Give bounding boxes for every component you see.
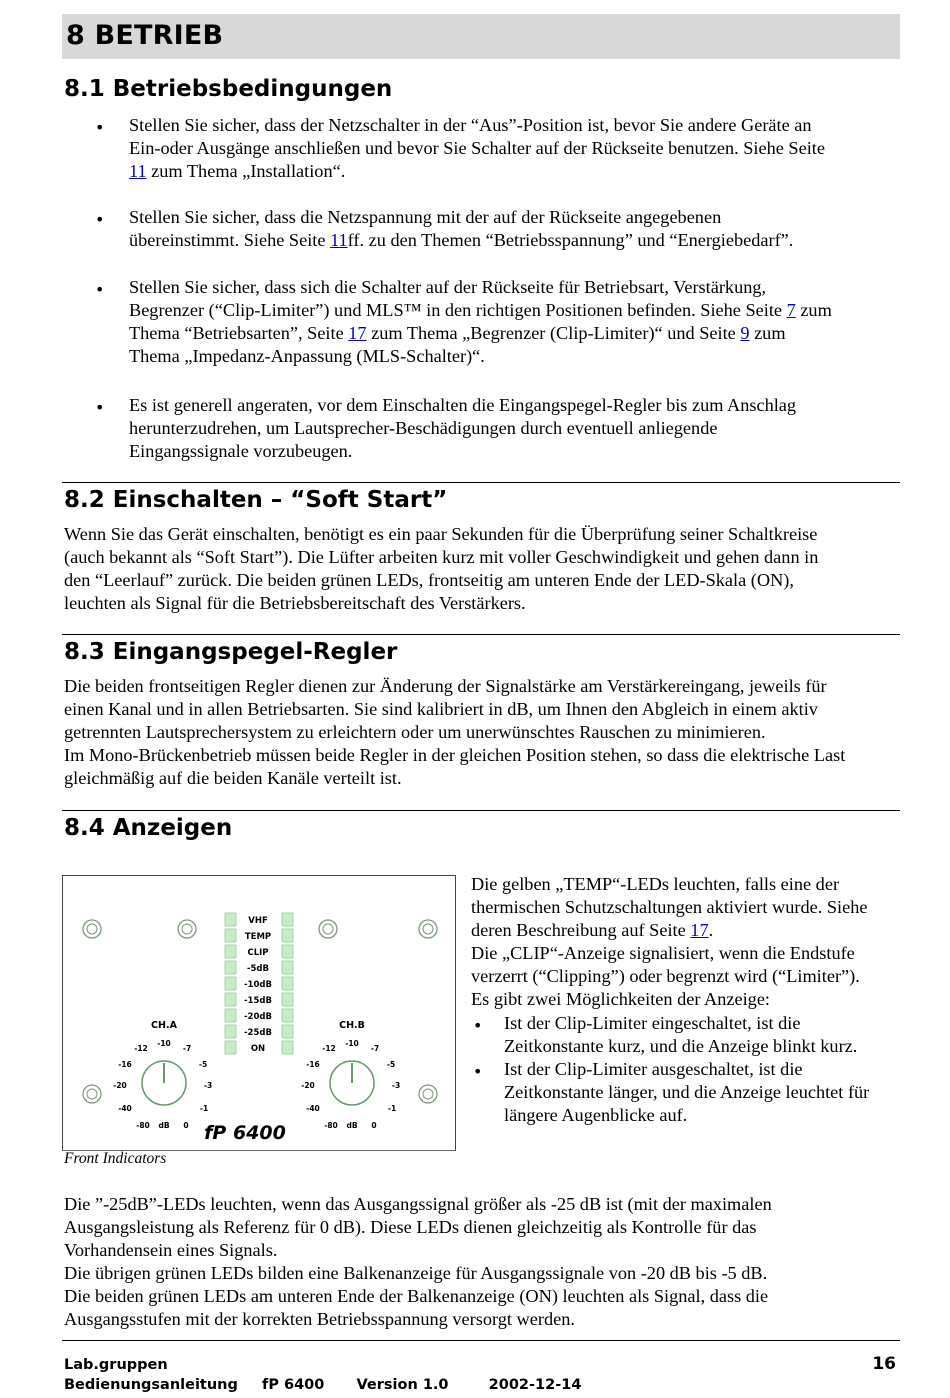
bullet-icon: •: [95, 118, 105, 137]
led-label: -25dB: [244, 1028, 272, 1038]
channel-b-label: CH.B: [339, 1020, 365, 1031]
led-label: VHF: [248, 916, 268, 926]
dial-label: -1: [199, 1104, 209, 1113]
section-divider: [62, 810, 900, 811]
bullet-icon: •: [95, 210, 105, 229]
dial-label: -12: [134, 1044, 148, 1053]
led-cell: [225, 1009, 236, 1022]
dial-label: -20: [113, 1081, 127, 1090]
led-cell: [225, 913, 236, 926]
section-paragraph: Die beiden frontseitigen Regler dienen zur Änderung der Signalstärke am Verstärkereingang, jeweils für einen Kanal und in allen Betriebsarten. Sie sind kalibriert in dB, um Ihnen den Abgleich in einem aktiv getrennten Lautsprechersystem zu erleichtern oder um unerwünschtes Rauschen zu minimieren. Im Mono-Brückenbetrieb müssen beide Regler in der gleichen Position stehen, so dass die elektrische Last gleichmäßig auf die beiden Kanäle verteilt ist.: [64, 676, 846, 788]
led-cell: [225, 945, 236, 958]
dial-label: -7: [370, 1044, 380, 1053]
bullet-item: Es ist generell angeraten, vor dem Einschalten die Eingangspegel-Regler bis zum Anschlag herunterzudrehen, um Lautsprecher-Beschädigungen durch eventuell anliegende Eingangssignale vorzubeugen.: [129, 395, 797, 461]
led-cell: [282, 993, 293, 1006]
led-cell: [225, 929, 236, 942]
page-link[interactable]: 11: [129, 161, 147, 181]
footer-docinfo: Bedienungsanleitung fP 6400 Version 1.0 2002-12-14: [64, 1377, 582, 1393]
dial-label: dB: [346, 1121, 358, 1130]
page-link[interactable]: 7: [786, 300, 796, 320]
led-label: CLIP: [247, 948, 269, 958]
section-heading-8-3: 8.3 Eingangspegel-Regler: [64, 639, 398, 665]
bullet-item: Ist der Clip-Limiter ausgeschaltet, ist die Zeitkonstante länger, und die Anzeige leuchtet für längere Augenblicke auf.: [504, 1059, 870, 1125]
page-link[interactable]: 9: [740, 323, 750, 343]
section-heading-8-1: 8.1 Betriebsbedingungen: [64, 76, 393, 102]
section-heading-8-4: 8.4 Anzeigen: [64, 815, 233, 841]
knob-channel-a: [142, 1061, 186, 1105]
led-cell: [282, 1041, 293, 1054]
led-label: -10dB: [244, 980, 272, 990]
led-label: -5dB: [246, 964, 270, 974]
bullet-icon: •: [95, 398, 105, 417]
led-cell: [282, 977, 293, 990]
led-cell: [225, 1041, 236, 1054]
dial-label: -12: [322, 1044, 336, 1053]
dial-label: 0: [183, 1121, 189, 1130]
dial-label: -40: [118, 1104, 132, 1113]
chapter-header: [62, 14, 900, 59]
led-label: -20dB: [244, 1012, 272, 1022]
chapter-title: 8 BETRIEB: [66, 20, 224, 51]
model-logo: fP 6400: [204, 1122, 286, 1144]
dial-label: -16: [306, 1060, 320, 1069]
bullet-item: Stellen Sie sicher, dass sich die Schalter auf der Rückseite für Betriebsart, Verstärkung, Begrenzer (“Clip-Limiter”) und MLS™ in den richtigen Positionen befinden. Siehe Seite 7 zum Thema “Betriebsarten”, Seite 17 zum Thema „Begrenzer (Clip-Limiter)“ und Seite 9 zum Thema „Impedanz-Anpassung (MLS-Schalter)“.: [129, 277, 832, 366]
section-divider: [62, 482, 900, 483]
bullet-icon: •: [473, 1016, 483, 1035]
screw-icon: [319, 920, 337, 938]
front-panel-svg: [63, 876, 455, 1150]
led-cell: [282, 929, 293, 942]
screw-icon: [419, 920, 437, 938]
screw-icon: [178, 920, 196, 938]
dial-label: -5: [198, 1060, 208, 1069]
dial-label: -3: [391, 1081, 401, 1090]
section-heading-8-2: 8.2 Einschalten – “Soft Start”: [64, 487, 448, 513]
dial-label: -16: [118, 1060, 132, 1069]
dial-label: -20: [301, 1081, 315, 1090]
led-label: ON: [250, 1044, 266, 1054]
led-label: TEMP: [244, 932, 272, 942]
screw-icon: [83, 920, 101, 938]
screw-icon: [83, 1085, 101, 1103]
bullet-item: Ist der Clip-Limiter eingeschaltet, ist die Zeitkonstante kurz, und die Anzeige blinkt kurz.: [504, 1013, 858, 1056]
page-number: 16: [872, 1354, 896, 1374]
bullet-icon: •: [473, 1062, 483, 1081]
dial-label: -10: [345, 1039, 359, 1048]
dial-label: -5: [386, 1060, 396, 1069]
footer-divider: [62, 1340, 900, 1341]
dial-label: -80: [324, 1121, 338, 1130]
channel-a-label: CH.A: [151, 1020, 177, 1031]
dial-label: -7: [182, 1044, 192, 1053]
figure-caption: Front Indicators: [64, 1150, 167, 1167]
front-panel-illustration: [62, 875, 456, 1151]
dial-label: dB: [158, 1121, 170, 1130]
indicator-description: Die gelben „TEMP“-LEDs leuchten, falls eine der thermischen Schutzschaltungen aktiviert wurde. Siehe deren Beschreibung auf Seite 17. Die „CLIP“-Anzeige signalisiert, wenn die Endstufe verzerrt (“Clipping”) oder begrenzt wird (“Limiter”). Es gibt zwei Möglichkeiten der Anzeige:: [471, 874, 868, 1009]
led-cell: [225, 961, 236, 974]
led-cell: [282, 1009, 293, 1022]
dial-label: -10: [157, 1039, 171, 1048]
led-cell: [282, 1025, 293, 1038]
dial-label: -80: [136, 1121, 150, 1130]
dial-label: -40: [306, 1104, 320, 1113]
bullet-icon: •: [95, 280, 105, 299]
section-paragraph: Wenn Sie das Gerät einschalten, benötigt es ein paar Sekunden für die Überprüfung seiner Schaltkreise (auch bekannt als “Soft Start”). Die Lüfter arbeiten kurz mit voller Geschwindigkeit und gehen dann in den “Leerlauf” zurück. Die beiden grünen LEDs, frontseitig am unteren Ende der LED-Skala (ON), leuchten als Signal für die Betriebsbereitschaft des Verstärkers.: [64, 524, 819, 613]
dial-label: -3: [203, 1081, 213, 1090]
bullet-item: Stellen Sie sicher, dass die Netzspannung mit der auf der Rückseite angegebenen übereinstimmt. Siehe Seite 11ff. zu den Themen “Betriebsspannung” und “Energiebedarf”.: [129, 207, 794, 250]
page-link[interactable]: 11: [330, 230, 348, 250]
led-cell: [225, 993, 236, 1006]
bullet-item: Stellen Sie sicher, dass der Netzschalter in der “Aus”-Position ist, bevor Sie andere Geräte an Ein-oder Ausgänge anschließen und bevor Sie Schalter auf der Rückseite benutzen. Siehe Seite 11 zum Thema „Installation“.: [129, 115, 825, 181]
page-link[interactable]: 17: [348, 323, 367, 343]
led-cell: [225, 977, 236, 990]
led-cell: [282, 945, 293, 958]
footer-brand: Lab.gruppen: [64, 1357, 168, 1373]
led-label: -15dB: [244, 996, 272, 1006]
led-column-right: [282, 913, 293, 1054]
knob-channel-b: [330, 1061, 374, 1105]
led-cell: [225, 1025, 236, 1038]
dial-label: 0: [371, 1121, 377, 1130]
section-paragraph: Die ”-25dB”-LEDs leuchten, wenn das Ausgangssignal größer als -25 dB ist (mit der maximalen Ausgangsleistung als Referenz für 0 dB). Diese LEDs dienen gleichzeitig als Kontrolle für das Vorhandensein eines Signals. Die übrigen grünen LEDs bilden eine Balkenanzeige für Ausgangssignale von -20 dB bis -5 dB. Die beiden grünen LEDs am unteren Ende der Balkenanzeige (ON) leuchten als Signal, dass die Ausgangsstufen mit der korrekten Betriebsspannung versorgt werden.: [64, 1194, 772, 1329]
dial-label: -1: [387, 1104, 397, 1113]
section-divider: [62, 634, 900, 635]
led-cell: [282, 961, 293, 974]
page-link[interactable]: 17: [690, 920, 709, 940]
screw-icon: [419, 1085, 437, 1103]
led-cell: [282, 913, 293, 926]
led-column-left: [225, 913, 236, 1054]
